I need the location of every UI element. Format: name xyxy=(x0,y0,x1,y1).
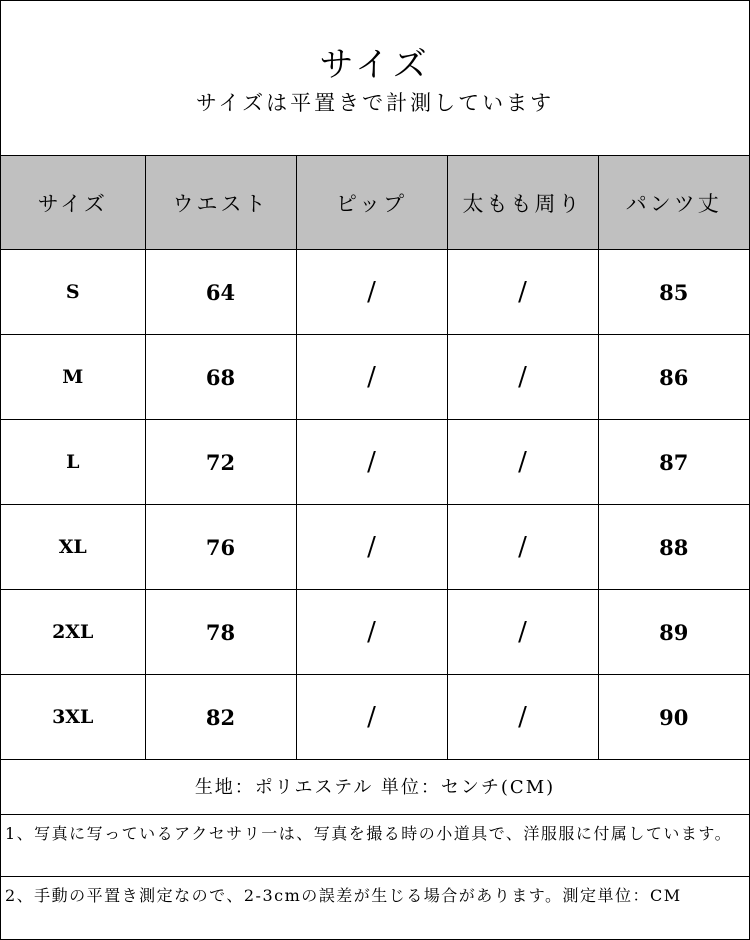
material-info: 生地：ポリエステル 単位：センチ(CM) xyxy=(1,760,749,815)
hip-cell: / xyxy=(296,675,447,760)
size-cell: S xyxy=(1,250,145,335)
length-cell: 86 xyxy=(598,335,749,420)
waist-cell: 64 xyxy=(145,250,296,335)
length-cell: 90 xyxy=(598,675,749,760)
table-row xyxy=(1,505,749,590)
length-cell: 87 xyxy=(598,420,749,505)
table-header-row xyxy=(1,156,749,250)
size-cell: L xyxy=(1,420,145,505)
column-header-thigh: 太もも周り xyxy=(447,156,598,250)
thigh-cell: / xyxy=(447,250,598,335)
note-accessory: 1、写真に写っているアクセサリ一は、写真を撮る時の小道具で、洋服服に付属しています。 xyxy=(1,815,749,877)
waist-cell: 76 xyxy=(145,505,296,590)
table-row xyxy=(1,675,749,760)
chart-subtitle: サイズは平置きで計測しています xyxy=(195,91,555,115)
length-cell: 85 xyxy=(598,250,749,335)
note-measurement: 2、手動の平置き測定なので、2-3cmの誤差が生じる場合があります。測定単位：CM xyxy=(5,886,682,905)
size-cell: M xyxy=(1,335,145,420)
table-row xyxy=(1,335,749,420)
hip-cell: / xyxy=(296,420,447,505)
thigh-cell: / xyxy=(447,675,598,760)
hip-cell: / xyxy=(296,590,447,675)
table-row xyxy=(1,590,749,675)
thigh-cell: / xyxy=(447,505,598,590)
table-row xyxy=(1,250,749,335)
table-row xyxy=(1,420,749,505)
thigh-cell: / xyxy=(447,335,598,420)
column-header-hip: ピップ xyxy=(296,156,447,250)
hip-cell: / xyxy=(296,250,447,335)
waist-cell: 72 xyxy=(145,420,296,505)
column-header-length: パンツ丈 xyxy=(598,156,749,250)
waist-cell: 78 xyxy=(145,590,296,675)
chart-header xyxy=(1,1,749,156)
hip-cell: / xyxy=(296,335,447,420)
column-header-waist: ウエスト xyxy=(145,156,296,250)
length-cell: 89 xyxy=(598,590,749,675)
size-cell: 3XL xyxy=(1,675,145,760)
waist-cell: 82 xyxy=(145,675,296,760)
size-cell: XL xyxy=(1,505,145,590)
thigh-cell: / xyxy=(447,420,598,505)
column-header-size: サイズ xyxy=(1,156,145,250)
waist-cell: 68 xyxy=(145,335,296,420)
size-cell: 2XL xyxy=(1,590,145,675)
length-cell: 88 xyxy=(598,505,749,590)
hip-cell: / xyxy=(296,505,447,590)
thigh-cell: / xyxy=(447,590,598,675)
chart-title: サイズ xyxy=(319,45,431,85)
size-table xyxy=(1,156,749,760)
